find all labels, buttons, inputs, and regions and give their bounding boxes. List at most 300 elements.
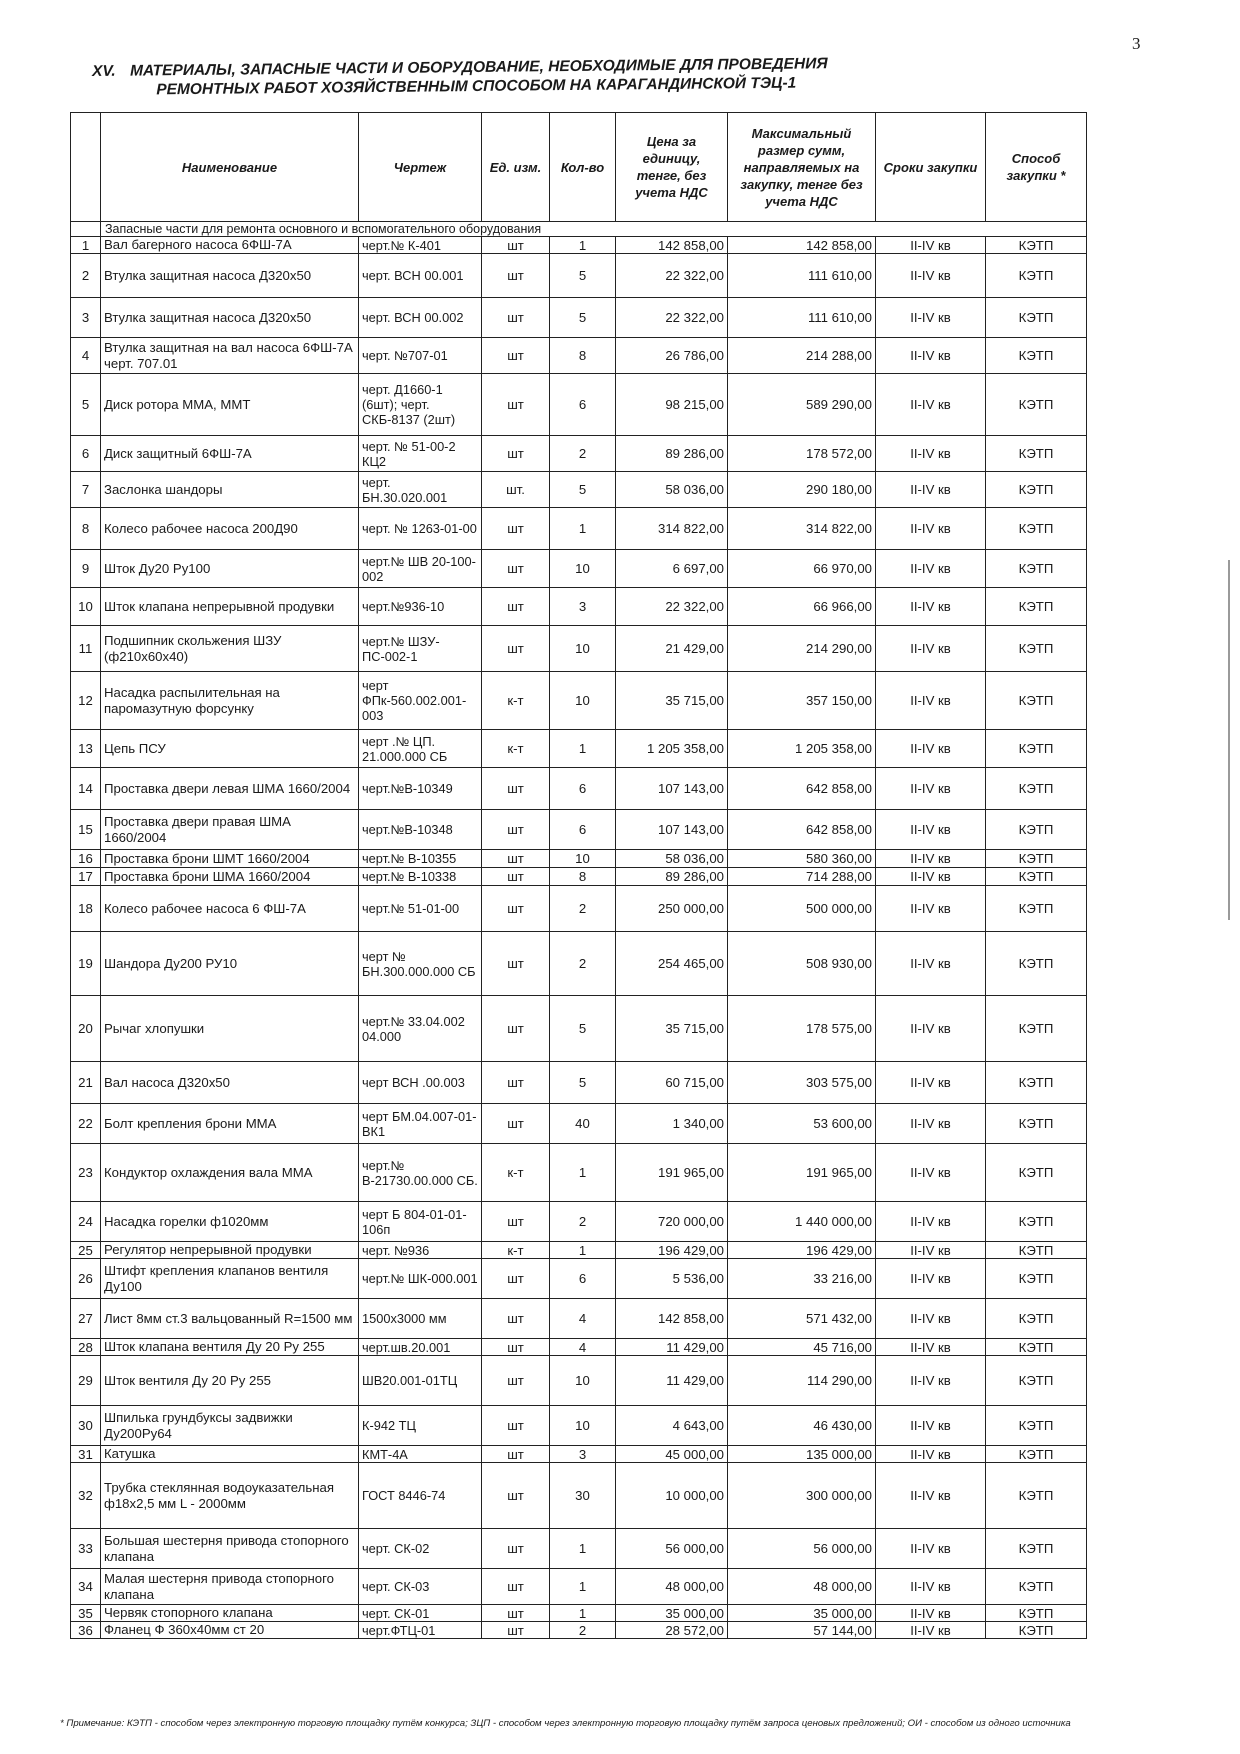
row-number: 7 <box>71 472 101 508</box>
drawing-ref: черт.№ ШЗУ-ПС-002-1 <box>359 626 482 672</box>
purchase-term: II-IV кв <box>876 932 986 996</box>
header-method: Способ закупки * <box>986 113 1087 222</box>
quantity: 4 <box>550 1339 616 1356</box>
drawing-ref: черт.шв.20.001 <box>359 1339 482 1356</box>
row-number: 19 <box>71 932 101 996</box>
unit-price: 314 822,00 <box>616 508 728 550</box>
unit-price: 26 786,00 <box>616 338 728 374</box>
drawing-ref: черт. ВСН 00.002 <box>359 298 482 338</box>
purchase-method: КЭТП <box>986 1062 1087 1104</box>
unit-price: 28 572,00 <box>616 1622 728 1639</box>
quantity: 2 <box>550 932 616 996</box>
table-row <box>71 550 1087 588</box>
max-sum: 214 288,00 <box>728 338 876 374</box>
unit: шт <box>482 886 550 932</box>
quantity: 1 <box>550 730 616 768</box>
purchase-term: II-IV кв <box>876 850 986 868</box>
item-name: Кондуктор охлаждения вала ММА <box>101 1144 359 1202</box>
max-sum: 111 610,00 <box>728 254 876 298</box>
table-row <box>71 1202 1087 1242</box>
row-number: 14 <box>71 768 101 810</box>
purchase-method: КЭТП <box>986 1259 1087 1299</box>
unit-price: 89 286,00 <box>616 868 728 886</box>
table-row <box>71 850 1087 868</box>
purchase-term: II-IV кв <box>876 1622 986 1639</box>
item-name: Диск защитный 6ФШ-7А <box>101 436 359 472</box>
table-row <box>71 810 1087 850</box>
drawing-ref: черт.№В-10348 <box>359 810 482 850</box>
unit-price: 11 429,00 <box>616 1356 728 1406</box>
table-row <box>71 1569 1087 1605</box>
row-number: 30 <box>71 1406 101 1446</box>
item-name: Шток вентиля Ду 20 Ру 255 <box>101 1356 359 1406</box>
quantity: 8 <box>550 868 616 886</box>
row-number: 16 <box>71 850 101 868</box>
drawing-ref: черт.№936-10 <box>359 588 482 626</box>
max-sum: 303 575,00 <box>728 1062 876 1104</box>
unit: шт <box>482 508 550 550</box>
footnote: * Примечание: КЭТП - способом через электронную торговую площадку путём конкурса; ЗЦП - способом через электронную торговую площадку путём запроса ценовых предложений; ОИ - способом из одного источника <box>60 1718 1071 1729</box>
unit: шт <box>482 1463 550 1529</box>
purchase-method: КЭТП <box>986 1242 1087 1259</box>
purchase-term: II-IV кв <box>876 1463 986 1529</box>
table-row <box>71 996 1087 1062</box>
drawing-ref: черт.ФТЦ-01 <box>359 1622 482 1639</box>
unit: шт <box>482 1605 550 1622</box>
unit: шт <box>482 338 550 374</box>
unit-price: 1 205 358,00 <box>616 730 728 768</box>
drawing-ref: черт ФПк-560.002.001-003 <box>359 672 482 730</box>
table-row <box>71 508 1087 550</box>
max-sum: 1 440 000,00 <box>728 1202 876 1242</box>
purchase-term: II-IV кв <box>876 298 986 338</box>
table-row <box>71 1299 1087 1339</box>
unit: шт <box>482 932 550 996</box>
scan-artifact <box>1228 560 1230 920</box>
purchase-method: КЭТП <box>986 1356 1087 1406</box>
quantity: 1 <box>550 1605 616 1622</box>
drawing-ref: черт. №707-01 <box>359 338 482 374</box>
item-name: Шандора Ду200 РУ10 <box>101 932 359 996</box>
table-row <box>71 1339 1087 1356</box>
row-number: 35 <box>71 1605 101 1622</box>
unit: шт <box>482 768 550 810</box>
item-name: Насадка горелки ф1020мм <box>101 1202 359 1242</box>
drawing-ref: черт.№ 33.04.002 04.000 <box>359 996 482 1062</box>
heading-line-2: РЕМОНТНЫХ РАБОТ ХОЗЯЙСТВЕННЫМ СПОСОБОМ НА КАРАГАНДИНСКОЙ ТЭЦ-1 <box>156 74 797 99</box>
unit: шт <box>482 550 550 588</box>
purchase-term: II-IV кв <box>876 1242 986 1259</box>
table-row <box>71 730 1087 768</box>
item-name: Шток клапана непрерывной продувки <box>101 588 359 626</box>
quantity: 1 <box>550 1569 616 1605</box>
purchase-term: II-IV кв <box>876 1062 986 1104</box>
purchase-term: II-IV кв <box>876 1144 986 1202</box>
item-name: Подшипник скольжения ШЗУ (ф210х60х40) <box>101 626 359 672</box>
purchase-term: II-IV кв <box>876 996 986 1062</box>
unit-price: 4 643,00 <box>616 1406 728 1446</box>
unit-price: 11 429,00 <box>616 1339 728 1356</box>
quantity: 5 <box>550 472 616 508</box>
table-row <box>71 1463 1087 1529</box>
purchase-term: II-IV кв <box>876 1446 986 1463</box>
purchase-term: II-IV кв <box>876 588 986 626</box>
table-row <box>71 1144 1087 1202</box>
header-name: Наименование <box>101 113 359 222</box>
quantity: 5 <box>550 254 616 298</box>
purchase-method: КЭТП <box>986 1605 1087 1622</box>
table-row <box>71 626 1087 672</box>
row-number: 9 <box>71 550 101 588</box>
item-name: Цепь ПСУ <box>101 730 359 768</box>
max-sum: 642 858,00 <box>728 810 876 850</box>
quantity: 1 <box>550 1144 616 1202</box>
section-blank-cell <box>71 222 101 237</box>
row-number: 3 <box>71 298 101 338</box>
purchase-term: II-IV кв <box>876 626 986 672</box>
quantity: 1 <box>550 1242 616 1259</box>
unit-price: 6 697,00 <box>616 550 728 588</box>
unit-price: 35 000,00 <box>616 1605 728 1622</box>
purchase-method: КЭТП <box>986 850 1087 868</box>
table-row <box>71 1446 1087 1463</box>
row-number: 29 <box>71 1356 101 1406</box>
quantity: 5 <box>550 996 616 1062</box>
row-number: 1 <box>71 237 101 254</box>
unit: к-т <box>482 1242 550 1259</box>
section-heading <box>92 54 852 100</box>
unit: к-т <box>482 1144 550 1202</box>
purchase-term: II-IV кв <box>876 672 986 730</box>
drawing-ref: черт. № 1263-01-00 <box>359 508 482 550</box>
max-sum: 46 430,00 <box>728 1406 876 1446</box>
table-row <box>71 237 1087 254</box>
unit: шт <box>482 1356 550 1406</box>
section-number: XV. <box>92 62 116 80</box>
max-sum: 45 716,00 <box>728 1339 876 1356</box>
quantity: 2 <box>550 886 616 932</box>
purchase-method: КЭТП <box>986 508 1087 550</box>
drawing-ref: черт.№ В-10338 <box>359 868 482 886</box>
max-sum: 300 000,00 <box>728 1463 876 1529</box>
item-name: Втулка защитная насоса Д320х50 <box>101 298 359 338</box>
unit: шт <box>482 1529 550 1569</box>
max-sum: 178 575,00 <box>728 996 876 1062</box>
purchase-method: КЭТП <box>986 1406 1087 1446</box>
item-name: Колесо рабочее насоса 200Д90 <box>101 508 359 550</box>
purchase-method: КЭТП <box>986 810 1087 850</box>
row-number: 26 <box>71 1259 101 1299</box>
quantity: 3 <box>550 588 616 626</box>
drawing-ref: КМТ-4А <box>359 1446 482 1463</box>
row-number: 31 <box>71 1446 101 1463</box>
unit-price: 45 000,00 <box>616 1446 728 1463</box>
purchase-term: II-IV кв <box>876 1339 986 1356</box>
drawing-ref: черт ВСН .00.003 <box>359 1062 482 1104</box>
item-name: Втулка защитная насоса Д320х50 <box>101 254 359 298</box>
max-sum: 642 858,00 <box>728 768 876 810</box>
max-sum: 314 822,00 <box>728 508 876 550</box>
quantity: 10 <box>550 672 616 730</box>
row-number: 32 <box>71 1463 101 1529</box>
purchase-term: II-IV кв <box>876 472 986 508</box>
drawing-ref: черт № БН.300.000.000 СБ <box>359 932 482 996</box>
item-name: Заслонка шандоры <box>101 472 359 508</box>
item-name: Шток клапана вентиля Ду 20 Ру 255 <box>101 1339 359 1356</box>
purchase-method: КЭТП <box>986 1529 1087 1569</box>
purchase-term: II-IV кв <box>876 254 986 298</box>
quantity: 8 <box>550 338 616 374</box>
header-number <box>71 113 101 222</box>
unit-price: 98 215,00 <box>616 374 728 436</box>
unit: шт <box>482 850 550 868</box>
max-sum: 178 572,00 <box>728 436 876 472</box>
item-name: Червяк стопорного клапана <box>101 1605 359 1622</box>
row-number: 8 <box>71 508 101 550</box>
max-sum: 191 965,00 <box>728 1144 876 1202</box>
table-row <box>71 436 1087 472</box>
unit-price: 196 429,00 <box>616 1242 728 1259</box>
item-name: Шток Ду20 Ру100 <box>101 550 359 588</box>
quantity: 2 <box>550 1622 616 1639</box>
purchase-term: II-IV кв <box>876 1202 986 1242</box>
max-sum: 57 144,00 <box>728 1622 876 1639</box>
row-number: 6 <box>71 436 101 472</box>
item-name: Лист 8мм ст.3 вальцованный R=1500 мм <box>101 1299 359 1339</box>
purchase-method: КЭТП <box>986 768 1087 810</box>
unit-price: 22 322,00 <box>616 254 728 298</box>
drawing-ref: черт. БН.30.020.001 <box>359 472 482 508</box>
quantity: 10 <box>550 1406 616 1446</box>
purchase-method: КЭТП <box>986 237 1087 254</box>
unit: к-т <box>482 672 550 730</box>
table-row <box>71 1259 1087 1299</box>
unit: шт <box>482 1259 550 1299</box>
unit: шт <box>482 1622 550 1639</box>
purchase-method: КЭТП <box>986 1299 1087 1339</box>
header-price: Цена за единицу, тенге, без учета НДС <box>616 113 728 222</box>
drawing-ref: черт. ВСН 00.001 <box>359 254 482 298</box>
table-row <box>71 1104 1087 1144</box>
drawing-ref: 1500х3000 мм <box>359 1299 482 1339</box>
purchase-method: КЭТП <box>986 672 1087 730</box>
header-max-sum: Максимальный размер сумм, направляемых на закупку, тенге без учета НДС <box>728 113 876 222</box>
purchase-method: КЭТП <box>986 932 1087 996</box>
purchase-method: КЭТП <box>986 626 1087 672</box>
quantity: 3 <box>550 1446 616 1463</box>
unit: шт <box>482 1446 550 1463</box>
item-name: Регулятор непрерывной продувки <box>101 1242 359 1259</box>
unit: шт <box>482 374 550 436</box>
purchase-method: КЭТП <box>986 1569 1087 1605</box>
drawing-ref: черт.№В-10349 <box>359 768 482 810</box>
purchase-term: II-IV кв <box>876 237 986 254</box>
purchase-method: КЭТП <box>986 1104 1087 1144</box>
quantity: 6 <box>550 810 616 850</box>
table-row <box>71 374 1087 436</box>
section-title-row <box>71 222 1087 237</box>
unit-price: 5 536,00 <box>616 1259 728 1299</box>
unit: шт <box>482 588 550 626</box>
purchase-term: II-IV кв <box>876 768 986 810</box>
drawing-ref: черт. СК-02 <box>359 1529 482 1569</box>
drawing-ref: ШВ20.001-01ТЦ <box>359 1356 482 1406</box>
purchase-term: II-IV кв <box>876 868 986 886</box>
quantity: 5 <box>550 1062 616 1104</box>
table-row <box>71 768 1087 810</box>
unit-price: 10 000,00 <box>616 1463 728 1529</box>
purchase-term: II-IV кв <box>876 1104 986 1144</box>
quantity: 2 <box>550 1202 616 1242</box>
drawing-ref: черт БМ.04.007-01-ВК1 <box>359 1104 482 1144</box>
unit-price: 107 143,00 <box>616 768 728 810</box>
drawing-ref: К-942 ТЦ <box>359 1406 482 1446</box>
item-name: Катушка <box>101 1446 359 1463</box>
unit: к-т <box>482 730 550 768</box>
max-sum: 1 205 358,00 <box>728 730 876 768</box>
max-sum: 580 360,00 <box>728 850 876 868</box>
row-number: 10 <box>71 588 101 626</box>
drawing-ref: черт.№ В-21730.00.000 СБ. <box>359 1144 482 1202</box>
unit-price: 22 322,00 <box>616 588 728 626</box>
unit: шт <box>482 868 550 886</box>
max-sum: 114 290,00 <box>728 1356 876 1406</box>
unit: шт <box>482 1299 550 1339</box>
unit-price: 250 000,00 <box>616 886 728 932</box>
unit: шт <box>482 1406 550 1446</box>
unit: шт <box>482 1104 550 1144</box>
quantity: 10 <box>550 626 616 672</box>
unit-price: 254 465,00 <box>616 932 728 996</box>
quantity: 10 <box>550 550 616 588</box>
header-term: Сроки закупки <box>876 113 986 222</box>
drawing-ref: черт. СК-01 <box>359 1605 482 1622</box>
section-title: Запасные части для ремонта основного и вспомогательного оборудования <box>101 222 1087 237</box>
unit-price: 58 036,00 <box>616 472 728 508</box>
purchase-term: II-IV кв <box>876 1406 986 1446</box>
unit-price: 142 858,00 <box>616 237 728 254</box>
max-sum: 589 290,00 <box>728 374 876 436</box>
drawing-ref: черт. № 51-00-2 КЦ2 <box>359 436 482 472</box>
purchase-method: КЭТП <box>986 868 1087 886</box>
purchase-term: II-IV кв <box>876 550 986 588</box>
row-number: 13 <box>71 730 101 768</box>
unit-price: 1 340,00 <box>616 1104 728 1144</box>
unit-price: 35 715,00 <box>616 996 728 1062</box>
max-sum: 135 000,00 <box>728 1446 876 1463</box>
purchase-method: КЭТП <box>986 730 1087 768</box>
purchase-method: КЭТП <box>986 886 1087 932</box>
purchase-method: КЭТП <box>986 1144 1087 1202</box>
quantity: 6 <box>550 374 616 436</box>
header-qty: Кол-во <box>550 113 616 222</box>
purchase-term: II-IV кв <box>876 1605 986 1622</box>
max-sum: 357 150,00 <box>728 672 876 730</box>
purchase-term: II-IV кв <box>876 1529 986 1569</box>
purchase-method: КЭТП <box>986 436 1087 472</box>
purchase-method: КЭТП <box>986 1446 1087 1463</box>
item-name: Проставка брони ШМТ 1660/2004 <box>101 850 359 868</box>
heading-text-1: МАТЕРИАЛЫ, ЗАПАСНЫЕ ЧАСТИ И ОБОРУДОВАНИЕ, НЕОБХОДИМЫЕ ДЛЯ ПРОВЕДЕНИЯ <box>130 55 828 80</box>
materials-table <box>70 112 1087 1639</box>
item-name: Шпилька грундбуксы задвижки Ду200Ру64 <box>101 1406 359 1446</box>
unit: шт <box>482 1569 550 1605</box>
item-name: Вал багерного насоса 6ФШ-7А <box>101 237 359 254</box>
unit-price: 22 322,00 <box>616 298 728 338</box>
table-row <box>71 472 1087 508</box>
drawing-ref: черт. №936 <box>359 1242 482 1259</box>
purchase-term: II-IV кв <box>876 1356 986 1406</box>
max-sum: 714 288,00 <box>728 868 876 886</box>
unit-price: 48 000,00 <box>616 1569 728 1605</box>
table-row <box>71 1356 1087 1406</box>
purchase-term: II-IV кв <box>876 1259 986 1299</box>
item-name: Болт крепления брони ММА <box>101 1104 359 1144</box>
purchase-term: II-IV кв <box>876 436 986 472</box>
drawing-ref: черт.№ К-401 <box>359 237 482 254</box>
drawing-ref: черт .№ ЦП. 21.000.000 СБ <box>359 730 482 768</box>
table-row <box>71 1062 1087 1104</box>
row-number: 18 <box>71 886 101 932</box>
header-drawing: Чертеж <box>359 113 482 222</box>
row-number: 25 <box>71 1242 101 1259</box>
max-sum: 142 858,00 <box>728 237 876 254</box>
purchase-term: II-IV кв <box>876 886 986 932</box>
unit: шт <box>482 254 550 298</box>
max-sum: 508 930,00 <box>728 932 876 996</box>
table-row <box>71 1529 1087 1569</box>
row-number: 34 <box>71 1569 101 1605</box>
item-name: Вал насоса Д320х50 <box>101 1062 359 1104</box>
row-number: 36 <box>71 1622 101 1639</box>
table-row <box>71 254 1087 298</box>
item-name: Проставка двери левая ШМА 1660/2004 <box>101 768 359 810</box>
row-number: 5 <box>71 374 101 436</box>
unit-price: 56 000,00 <box>616 1529 728 1569</box>
row-number: 22 <box>71 1104 101 1144</box>
purchase-term: II-IV кв <box>876 338 986 374</box>
item-name: Колесо рабочее насоса 6 ФШ-7А <box>101 886 359 932</box>
purchase-method: КЭТП <box>986 1202 1087 1242</box>
purchase-method: КЭТП <box>986 996 1087 1062</box>
unit-price: 107 143,00 <box>616 810 728 850</box>
max-sum: 214 290,00 <box>728 626 876 672</box>
item-name: Втулка защитная на вал насоса 6ФШ-7А черт. 707.01 <box>101 338 359 374</box>
max-sum: 33 216,00 <box>728 1259 876 1299</box>
purchase-term: II-IV кв <box>876 508 986 550</box>
purchase-method: КЭТП <box>986 374 1087 436</box>
table-row <box>71 1242 1087 1259</box>
purchase-method: КЭТП <box>986 254 1087 298</box>
max-sum: 290 180,00 <box>728 472 876 508</box>
item-name: Трубка стеклянная водоуказательная ф18х2,5 мм L - 2000мм <box>101 1463 359 1529</box>
purchase-method: КЭТП <box>986 338 1087 374</box>
max-sum: 48 000,00 <box>728 1569 876 1605</box>
unit: шт <box>482 298 550 338</box>
row-number: 24 <box>71 1202 101 1242</box>
unit-price: 21 429,00 <box>616 626 728 672</box>
row-number: 2 <box>71 254 101 298</box>
purchase-method: КЭТП <box>986 550 1087 588</box>
row-number: 28 <box>71 1339 101 1356</box>
page-number: 3 <box>1132 34 1141 53</box>
row-number: 23 <box>71 1144 101 1202</box>
item-name: Фланец Ф 360х40мм ст 20 <box>101 1622 359 1639</box>
unit: шт. <box>482 472 550 508</box>
quantity: 10 <box>550 1356 616 1406</box>
item-name: Рычаг хлопушки <box>101 996 359 1062</box>
quantity: 1 <box>550 1529 616 1569</box>
